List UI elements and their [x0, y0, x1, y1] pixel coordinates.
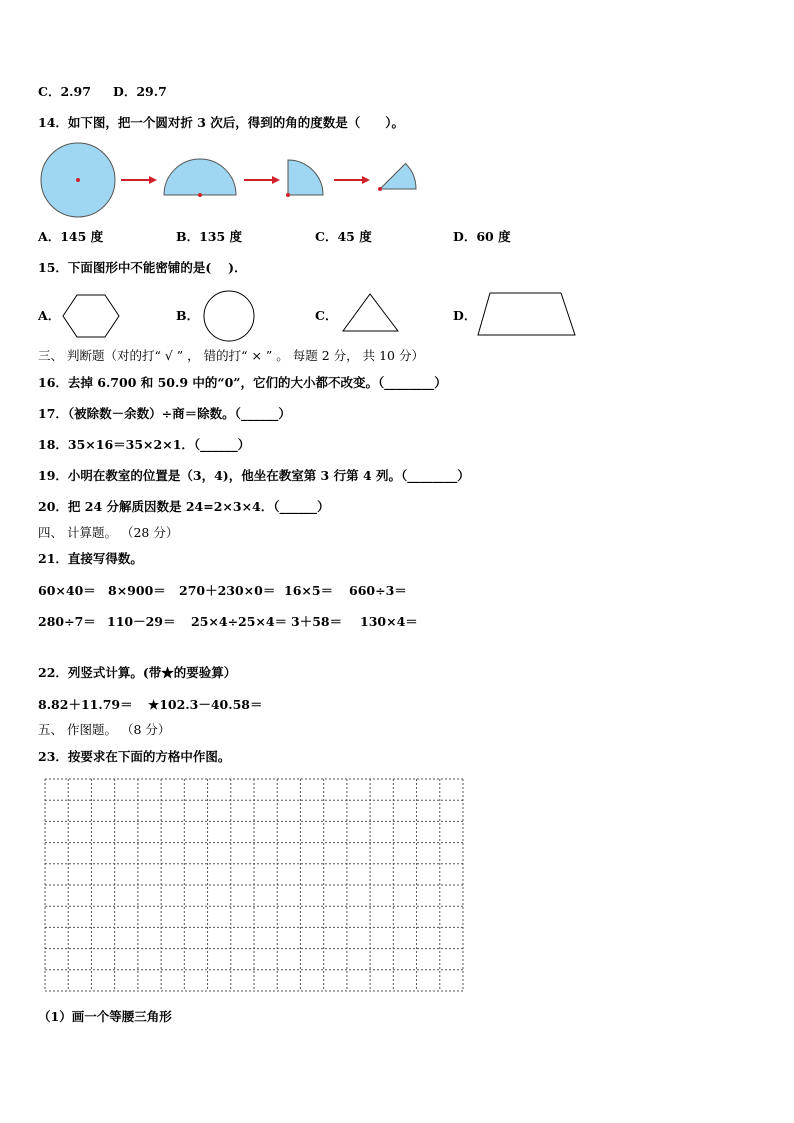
calc-item: 130×4＝	[360, 614, 418, 629]
option-d-q14: D．60 度	[453, 229, 511, 244]
dotted-grid	[44, 778, 464, 992]
option-b-q14: B．135 度	[176, 229, 243, 244]
semicircle	[164, 159, 236, 195]
calc-item: 25×4÷25×4＝	[191, 614, 288, 629]
calc-item: 16×5＝	[284, 583, 334, 598]
question-17: 17．（被除数－余数）÷商＝除数。（______）	[38, 406, 291, 421]
question-14: 14．如下图，把一个圆对折 3 次后，得到的角的度数是（ ）。	[38, 115, 405, 130]
option-b-q15: B．	[176, 308, 200, 323]
option-a-q14: A．145 度	[38, 229, 104, 244]
question-23-part-1: （1）画一个等腰三角形	[38, 1009, 172, 1024]
option-c-q15: C．	[315, 308, 338, 323]
calc-item: 60×40＝	[38, 583, 96, 598]
semicircle-center-dot	[198, 193, 202, 197]
question-22: 22．列竖式计算。(带★的要验算）	[38, 665, 237, 680]
option-c-q13: C．2.97	[38, 84, 91, 99]
trapezoid-shape	[478, 293, 575, 335]
hexagon-shape	[63, 295, 119, 337]
calc-item: 280÷7＝	[38, 614, 96, 629]
calc-item: 8×900＝	[108, 583, 166, 598]
vertical-calc-item: 8.82＋11.79＝	[38, 697, 133, 712]
vertical-calc-item: ★102.3－40.58＝	[148, 697, 263, 712]
quarter-circle	[288, 160, 323, 195]
question-15: 15．下面图形中不能密铺的是( )．	[38, 260, 247, 275]
option-a-q15: A．	[38, 308, 61, 323]
section-5-heading: 五、 作图题。 （8 分）	[38, 722, 171, 737]
arrow-1-head	[149, 176, 157, 184]
triangle-shape	[343, 294, 398, 331]
center-dot	[76, 178, 80, 182]
section-3-heading: 三、 判断题（对的打“ √ ” ， 错的打“ × ” 。 每题 2 分， 共 10 分）	[38, 348, 424, 363]
question-16: 16．去掉 6.700 和 50.9 中的“0”，它们的大小都不改变。（________）	[38, 375, 447, 390]
question-19: 19．小明在教室的位置是（3，4)，他坐在教室第 3 行第 4 列。（________）	[38, 468, 470, 483]
option-c-q14: C．45 度	[315, 229, 372, 244]
option-d-q13: D．29.7	[113, 84, 167, 99]
eighth-center-dot	[378, 187, 382, 191]
calc-item: 660÷3＝	[349, 583, 407, 598]
calc-item: 110－29＝	[107, 614, 176, 629]
circle-shape	[204, 291, 254, 341]
calc-item: 270＋230×0＝	[179, 583, 276, 598]
question-20: 20．把 24 分解质因数是 24=2×3×4．（______）	[38, 499, 330, 514]
option-d-q15: D．	[453, 308, 477, 323]
question-23: 23．按要求在下面的方格中作图。	[38, 749, 231, 764]
question-18: 18．35×16＝35×2×1．（______）	[38, 437, 251, 452]
arrow-2-head	[272, 176, 280, 184]
eighth-circle	[380, 164, 416, 190]
q15-shapes	[0, 288, 794, 348]
section-4-heading: 四、 计算题。 （28 分）	[38, 525, 179, 540]
calc-item: 3＋58＝	[291, 614, 343, 629]
q14-figure	[0, 146, 794, 216]
arrow-3-head	[362, 176, 370, 184]
quarter-center-dot	[286, 193, 290, 197]
question-21: 21．直接写得数。	[38, 551, 143, 566]
